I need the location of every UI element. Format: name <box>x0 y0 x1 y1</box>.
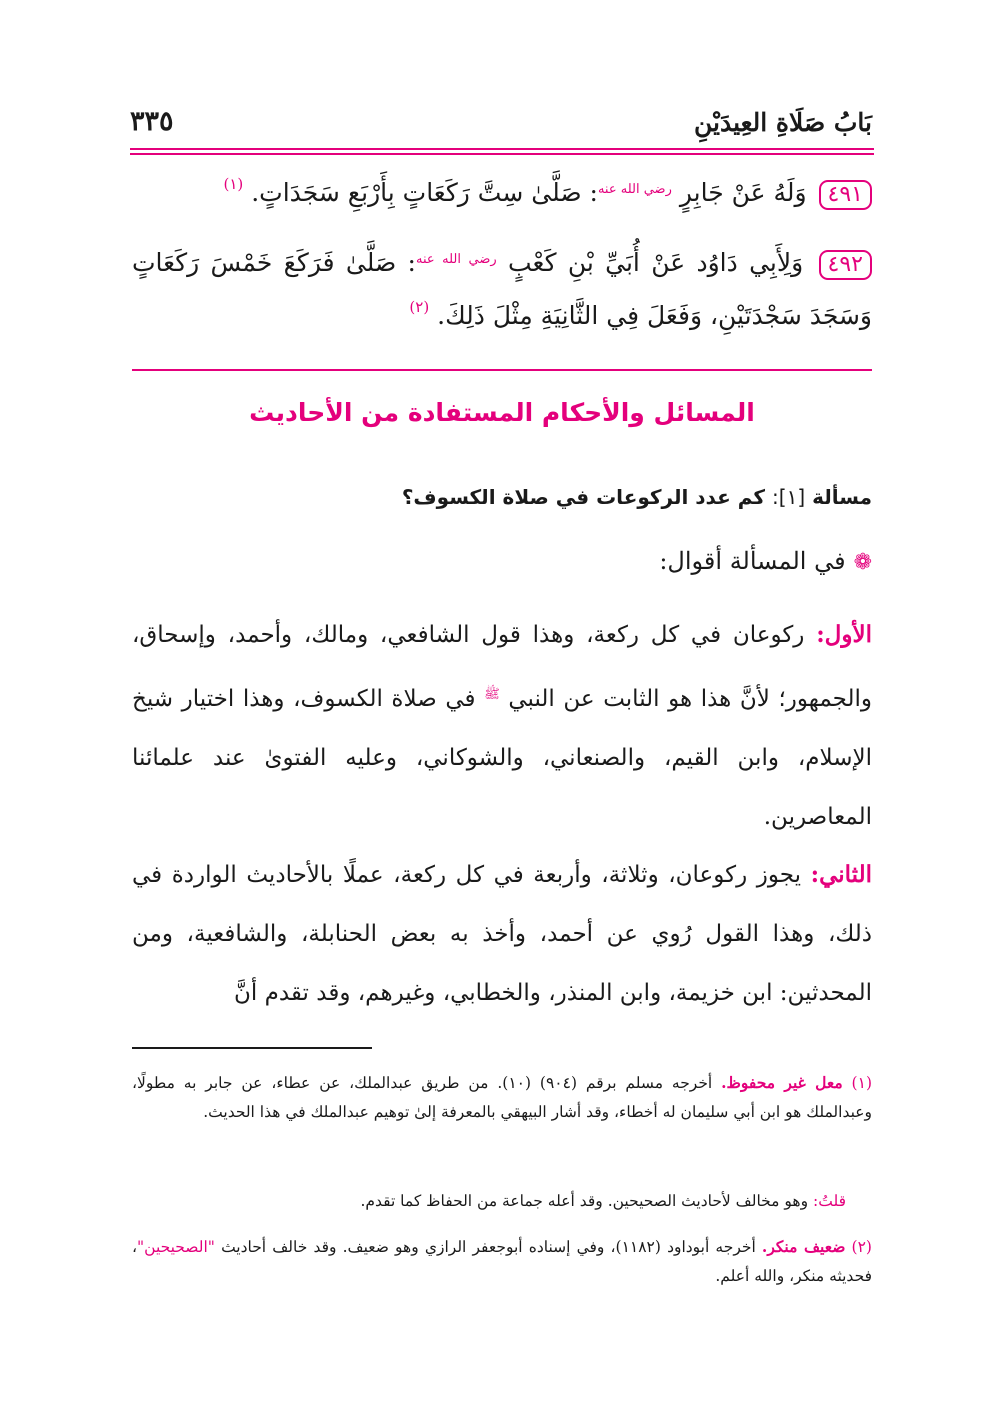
section-divider <box>132 369 872 371</box>
header-rule-bottom <box>130 153 874 155</box>
footnote-separator <box>132 1047 372 1049</box>
opinion-text: في صلاة الكسوف، وهذا اختيار شيخ الإسلام، وابن القيم، والصنعاني، والشوكاني، وعليه الفتوىٰ عند علمائنا المعاصرين. <box>132 686 872 830</box>
section-heading: المسائل والأحكام المستفادة من الأحاديث <box>249 398 755 427</box>
hadith-grade: معل غير محفوظ. <box>721 1073 843 1092</box>
page-number: ٣٣٥ <box>130 106 174 137</box>
issue-title: كم عدد الركوعات في صلاة الكسوف؟ <box>401 485 766 509</box>
quoted-title: "الصحيحين" <box>137 1238 215 1256</box>
hadith-text: : صَلَّىٰ سِتَّ رَكَعَاتٍ بِأَرْبَعِ سَجَدَاتٍ. <box>251 178 598 207</box>
hadith-text: وَلَهُ عَنْ جَابِرٍ <box>679 178 807 207</box>
footnote-text: أخرجه أبوداود (١١٨٢)، وفي إسناده أبوجعفر الرازي وهو ضعيف. وقد خالف أحاديث <box>221 1238 756 1256</box>
footnote-1 <box>132 1068 872 1127</box>
footnote-2 <box>132 1232 872 1291</box>
footnote-text: ، فحديثه منكر، والله أعلم. <box>132 1238 872 1285</box>
footnote-ref: (١) <box>223 175 244 193</box>
footnote-ref: (٢) <box>409 298 430 316</box>
chapter-title: بَابُ صَلَاةِ العِيدَيْنِ <box>693 108 872 137</box>
hadith-text: : صَلَّىٰ فَرَكَعَ خَمْسَ رَكَعَاتٍ وَسَجَدَ سَجْدَتَيْنِ، وَفَعَلَ فِي الثَّانِيَةِ مِثْلَ ذَلِكَ. <box>132 248 872 330</box>
intro-line <box>659 547 872 575</box>
footnote-text: أخرجه مسلم برقم (٩٠٤) (١٠). من طريق عبدالملك، عن عطاء، عن جابر به مطولًا، وعبدالملك هو ابن أبي سليمان له أخطاء، وقد أشار البيهقي بالمعرفة إلىٰ توهيم عبدالملك في هذا الحديث. <box>132 1074 872 1121</box>
issue-number: [١]: <box>772 485 806 509</box>
hadith-number-badge: ٤٩١ <box>819 180 872 210</box>
salawat-symbol: ﷺ <box>484 687 500 702</box>
opinion-first <box>132 605 872 847</box>
header-rule-top <box>130 148 874 150</box>
qultu-label: قلتُ: <box>813 1192 846 1210</box>
footnote-text: وهو مخالف لأحاديث الصحيحين. وقد أعله جماعة من الحفاظ كما تقدم. <box>360 1192 809 1210</box>
opinion-second <box>132 845 872 1023</box>
opinion-lead: الأول: <box>816 621 873 648</box>
hadith-491 <box>132 162 872 215</box>
footnote-number: (١) <box>851 1074 872 1092</box>
issue-heading <box>402 485 872 509</box>
flower-ornament-icon: ❁ <box>853 550 872 575</box>
opinion-text: يجوز ركوعان، وثلاثة، وأربعة في كل ركعة، عملًا بالأحاديث الواردة في ذلك، وهذا القول رُوي عن أحمد، وأخذ به بعض الحنابلة، والشافعية، ومن المحدثين: ابن خزيمة، وابن المنذر، والخطابي، وغيرهم، وقد تقدم أنَّ <box>132 862 872 1006</box>
hadith-number-badge: ٤٩٢ <box>819 250 872 280</box>
footnote-1-comment <box>132 1187 872 1216</box>
opinion-text: ركوعان في كل ركعة، وهذا قول الشافعي، ومالك، وأحمد، وإسحاق، والجمهور؛ لأنَّ هذا هو الثابت عن النبي <box>132 622 872 712</box>
footnote-number: (٢) <box>851 1238 872 1256</box>
hadith-grade: ضعيف منكر. <box>761 1237 846 1256</box>
radi-allahu-anhu-symbol: رضي الله عنه <box>415 252 497 267</box>
hadith-text: وَلِأَبِي دَاوُد عَنْ أُبَيِّ بْنِ كَعْبٍ <box>507 248 804 277</box>
radi-allahu-anhu-symbol: رضي الله عنه <box>597 182 672 197</box>
issue-label: مسألة <box>812 485 872 509</box>
opinion-lead: الثاني: <box>810 861 872 888</box>
intro-text: في المسألة أقوال: <box>659 547 846 575</box>
hadith-492 <box>132 238 872 338</box>
